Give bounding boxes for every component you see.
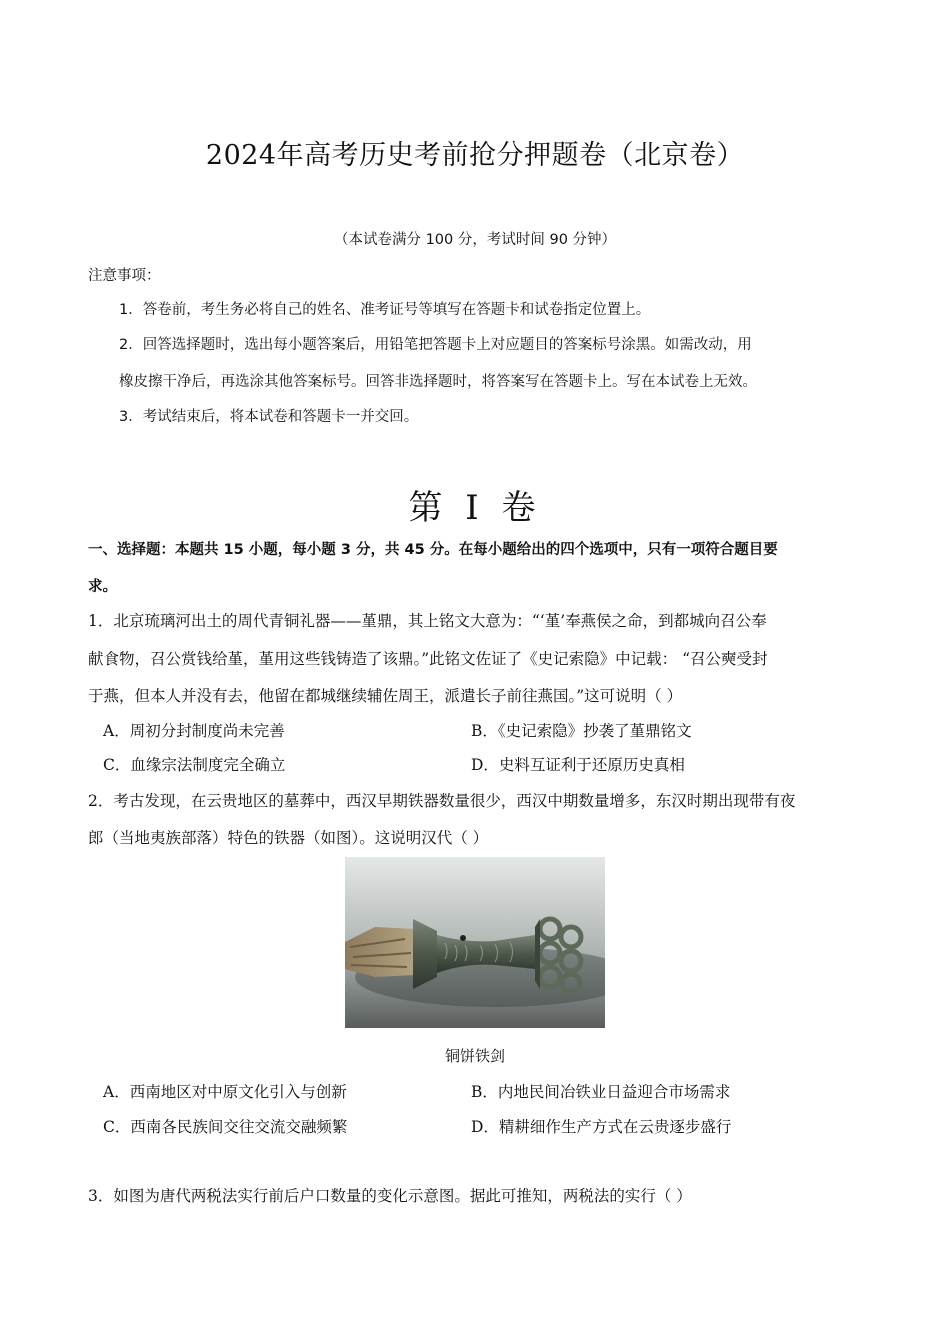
question-1-line-3: 于燕，但本人并没有去，他留在都城继续辅佐周王，派遣长子前往燕国。”这可说明（ ）: [88, 687, 683, 705]
question-2-option-b[interactable]: B．内地民间冶铁业日益迎合市场需求: [471, 1083, 731, 1101]
question-1-option-a[interactable]: A．周初分封制度尚未完善: [103, 722, 285, 740]
notice-item-1: 1．答卷前，考生务必将自己的姓名、准考证号等填写在答题卡和试卷指定位置上。: [119, 302, 651, 318]
section-title: 第 I 卷: [408, 488, 542, 528]
page-title: 2024年高考历史考前抢分押题卷（北京卷）: [205, 140, 745, 171]
question-2-line-1: 2．考古发现，在云贵地区的墓葬中，西汉早期铁器数量很少，西汉中期数量增多，东汉时期出现带有夜: [88, 792, 796, 810]
notice-item-2: 2．回答选择题时，选出每小题答案后，用铅笔把答题卡上对应题目的答案标号涂黑。如需改动，用: [119, 337, 752, 353]
part-heading-cont: 求。: [88, 579, 117, 595]
question-1-line-1: 1．北京琉璃河出土的周代青铜礼器——堇鼎，其上铭文大意为：“‘堇’奉燕侯之命，到都城向召公奉: [88, 612, 767, 630]
question-1-option-b[interactable]: B．《史记索隐》抄袭了堇鼎铭文: [471, 722, 692, 740]
question-2-option-d[interactable]: D．精耕细作生产方式在云贵逐步盛行: [471, 1118, 732, 1136]
question-3-line-1: 3．如图为唐代两税法实行前后户口数量的变化示意图。据此可推知，两税法的实行（ ）: [88, 1187, 692, 1205]
part-heading: 一、选择题：本题共 15 小题，每小题 3 分，共 45 分。在每小题给出的四个选项中，只有一项符合题目要: [88, 542, 778, 558]
notice-item-2-cont: 橡皮擦干净后，再选涂其他答案标号。回答非选择题时，将答案写在答题卡上。写在本试卷上无效。: [119, 374, 757, 390]
notice-heading: 注意事项：: [88, 268, 161, 284]
notice-item-3: 3．考试结束后，将本试卷和答题卡一并交回。: [119, 409, 419, 425]
figure-caption: 铜饼铁剑: [444, 1047, 505, 1065]
question-2-option-c[interactable]: C．西南各民族间交往交流交融频繁: [103, 1118, 348, 1136]
question-2-line-2: 郎（当地夷族部落）特色的铁器（如图）。这说明汉代（ ）: [88, 829, 489, 847]
bronze-iron-sword-photo: [345, 857, 605, 1028]
question-1-option-d[interactable]: D．史料互证利于还原历史真相: [471, 756, 685, 774]
question-1-line-2: 献食物，召公赏钱给堇，堇用这些钱铸造了该鼎。”此铭文佐证了《史记索隐》中记载： “召公奭受封: [88, 650, 768, 668]
question-2-option-a[interactable]: A．西南地区对中原文化引入与创新: [103, 1083, 347, 1101]
question-1-option-c[interactable]: C．血缘宗法制度完全确立: [103, 756, 286, 774]
exam-info: （本试卷满分 100 分，考试时间 90 分钟）: [333, 232, 617, 248]
